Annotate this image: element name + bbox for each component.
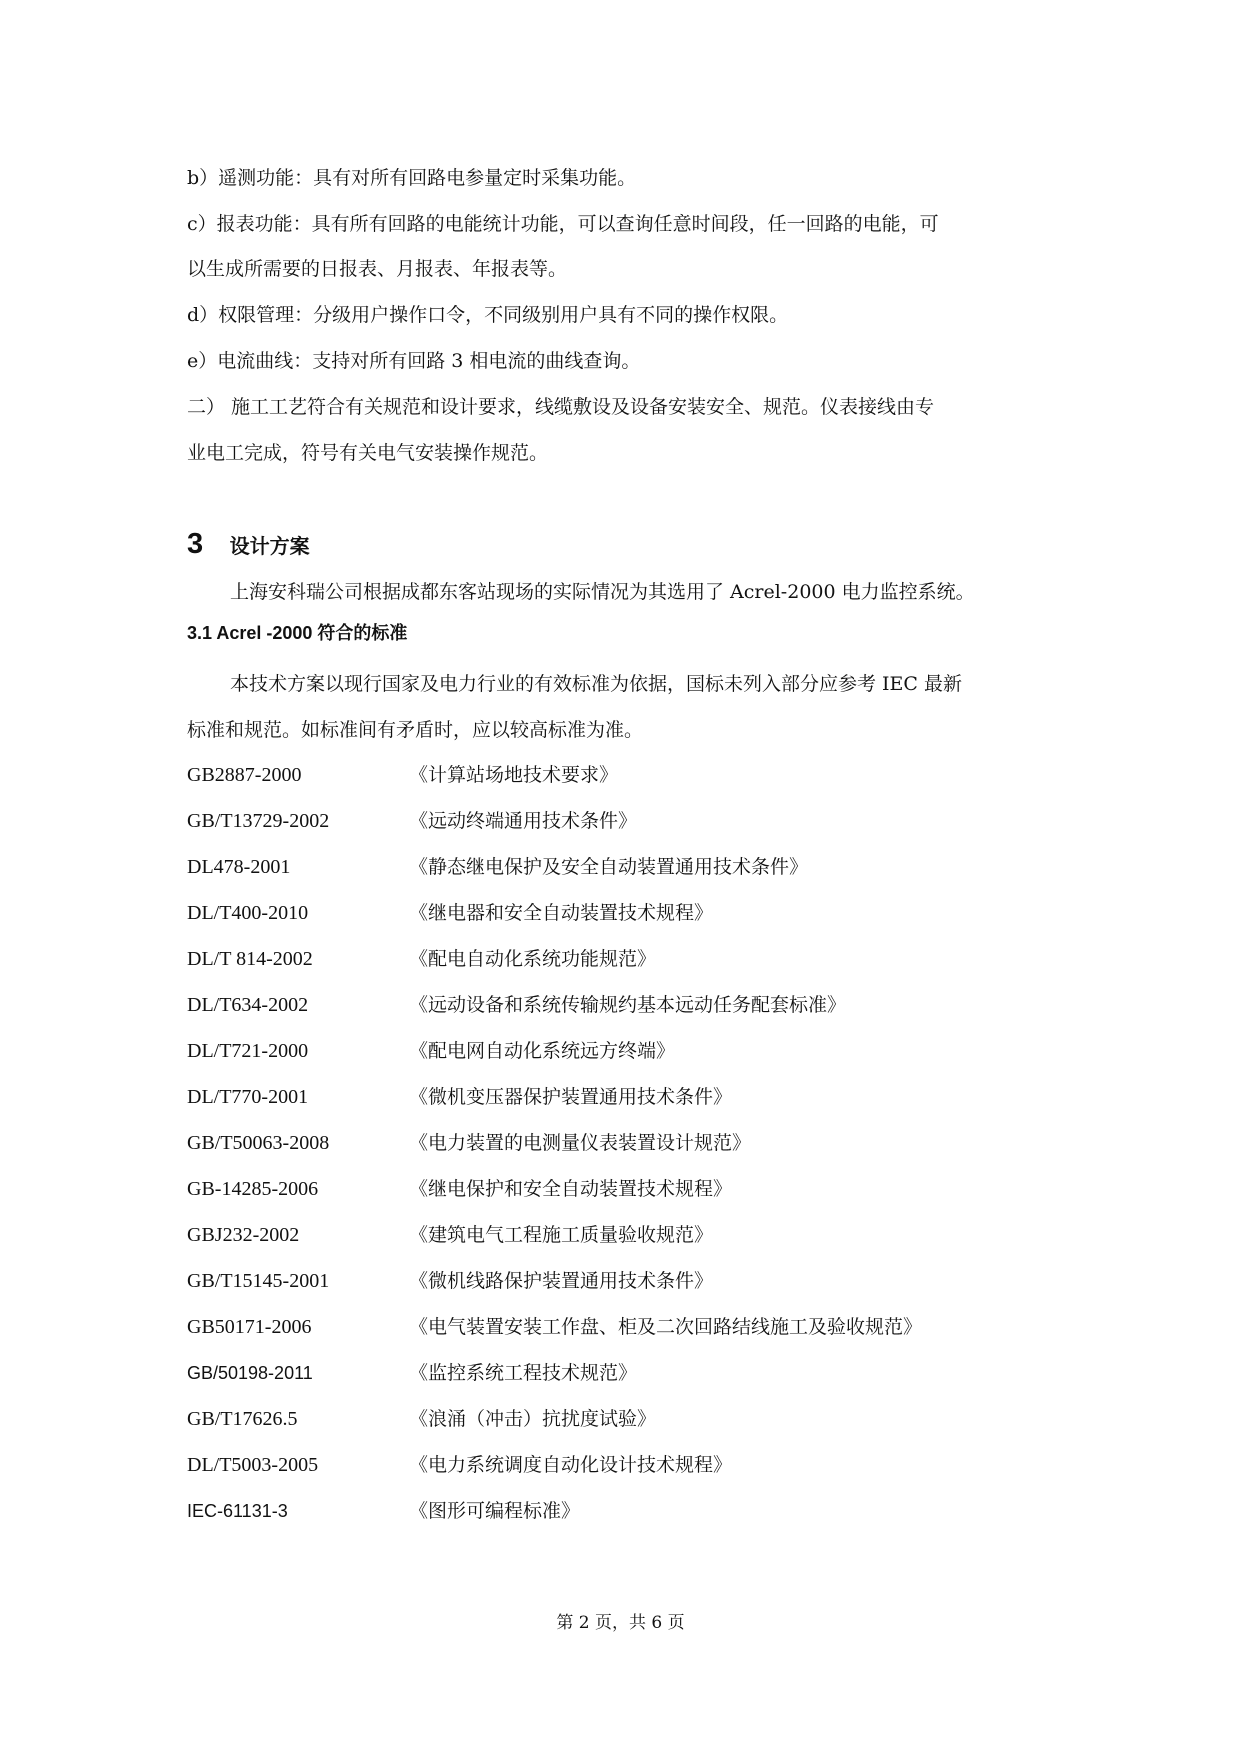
standard-code: IEC-61131-3 — [187, 1501, 288, 1521]
list-item-e: e）电流曲线：支持对所有回路 3 相电流的曲线查询。 — [187, 350, 641, 372]
section-3-1-para-line2: 标准和规范。如标准间有矛盾时，应以较高标准为准。 — [187, 719, 644, 741]
standard-title: 《电力系统调度自动化设计技术规程》 — [409, 1454, 733, 1476]
standard-row — [187, 1129, 1057, 1157]
standard-code: DL/T5003-2005 — [187, 1454, 319, 1476]
standard-row — [187, 807, 1057, 835]
standard-title: 《微机变压器保护装置通用技术条件》 — [409, 1086, 733, 1108]
standard-title: 《建筑电气工程施工质量验收规范》 — [409, 1224, 714, 1246]
standard-code: GB/T17626.5 — [187, 1408, 298, 1430]
standard-row — [187, 1451, 1057, 1479]
standard-title: 《图形可编程标准》 — [409, 1500, 581, 1522]
standard-row — [187, 945, 1057, 973]
section-3-1-heading: 3.1 Acrel -2000 符合的标准 — [187, 623, 408, 643]
standard-code: DL/T770-2001 — [187, 1086, 309, 1108]
section-number: 3 — [187, 528, 204, 560]
standard-code: GBJ232-2002 — [187, 1224, 300, 1246]
standard-title: 《静态继电保护及安全自动装置通用技术条件》 — [409, 856, 809, 878]
standard-row — [187, 853, 1057, 881]
standard-row — [187, 1405, 1057, 1433]
standard-title: 《微机线路保护装置通用技术条件》 — [409, 1270, 714, 1292]
standard-code: GB/T13729-2002 — [187, 810, 330, 832]
standard-code: GB/50198-2011 — [187, 1363, 313, 1383]
section-3-heading — [187, 528, 310, 561]
section-3-intro: 上海安科瑞公司根据成都东客站现场的实际情况为其选用了 Acrel-2000 电力监控系统。 — [230, 581, 975, 603]
standard-code: DL/T400-2010 — [187, 902, 309, 924]
standard-title: 《继电器和安全自动装置技术规程》 — [409, 902, 714, 924]
standard-row — [187, 1221, 1057, 1249]
list-item-c-line2: 以生成所需要的日报表、月报表、年报表等。 — [187, 258, 568, 280]
standard-row — [187, 1083, 1057, 1111]
standard-title: 《计算站场地技术要求》 — [409, 764, 619, 786]
standard-code: GB/T15145-2001 — [187, 1270, 330, 1292]
paragraph-construction-line1: 二） 施工工艺符合有关规范和设计要求，线缆敷设及设备安装安全、规范。仪表接线由专 — [187, 396, 935, 418]
standard-code: GB2887-2000 — [187, 764, 302, 786]
standard-code: DL/T634-2002 — [187, 994, 309, 1016]
section-3-1-para-line1: 本技术方案以现行国家及电力行业的有效标准为依据，国标未列入部分应参考 IEC 最新 — [230, 673, 962, 695]
standard-code: DL/T 814-2002 — [187, 948, 313, 970]
section-title: 设计方案 — [229, 534, 310, 558]
standard-row — [187, 1359, 1057, 1387]
standard-row — [187, 899, 1057, 927]
standard-title: 《电力装置的电测量仪表装置设计规范》 — [409, 1132, 752, 1154]
paragraph-construction-line2: 业电工完成，符号有关电气安装操作规范。 — [187, 442, 549, 464]
standard-row — [187, 991, 1057, 1019]
standard-row — [187, 1313, 1057, 1341]
standard-title: 《继电保护和安全自动装置技术规程》 — [409, 1178, 733, 1200]
standard-row — [187, 1175, 1057, 1203]
standard-code: GB-14285-2006 — [187, 1178, 319, 1200]
standard-title: 《浪涌（冲击）抗扰度试验》 — [409, 1408, 657, 1430]
standard-code: GB50171-2006 — [187, 1316, 312, 1338]
standard-code: DL/T721-2000 — [187, 1040, 309, 1062]
standard-row — [187, 761, 1057, 789]
list-item-d: d）权限管理：分级用户操作口令，不同级别用户具有不同的操作权限。 — [187, 304, 789, 326]
standard-title: 《监控系统工程技术规范》 — [409, 1362, 638, 1384]
list-item-b: b）遥测功能：具有对所有回路电参量定时采集功能。 — [187, 167, 637, 189]
standard-code: GB/T50063-2008 — [187, 1132, 330, 1154]
standard-row — [187, 1037, 1057, 1065]
standard-title: 《配电自动化系统功能规范》 — [409, 948, 657, 970]
standard-title: 《远动设备和系统传输规约基本远动任务配套标准》 — [409, 994, 847, 1016]
standard-title: 《电气装置安装工作盘、柜及二次回路结线施工及验收规范》 — [409, 1316, 923, 1338]
page-footer: 第 2 页，共 6 页 — [556, 1613, 685, 1633]
standard-row — [187, 1497, 1057, 1525]
standard-code: DL478-2001 — [187, 856, 291, 878]
standard-title: 《配电网自动化系统远方终端》 — [409, 1040, 676, 1062]
standard-row — [187, 1267, 1057, 1295]
standard-title: 《远动终端通用技术条件》 — [409, 810, 638, 832]
list-item-c-line1: c）报表功能：具有所有回路的电能统计功能，可以查询任意时间段，任一回路的电能，可 — [187, 213, 939, 235]
